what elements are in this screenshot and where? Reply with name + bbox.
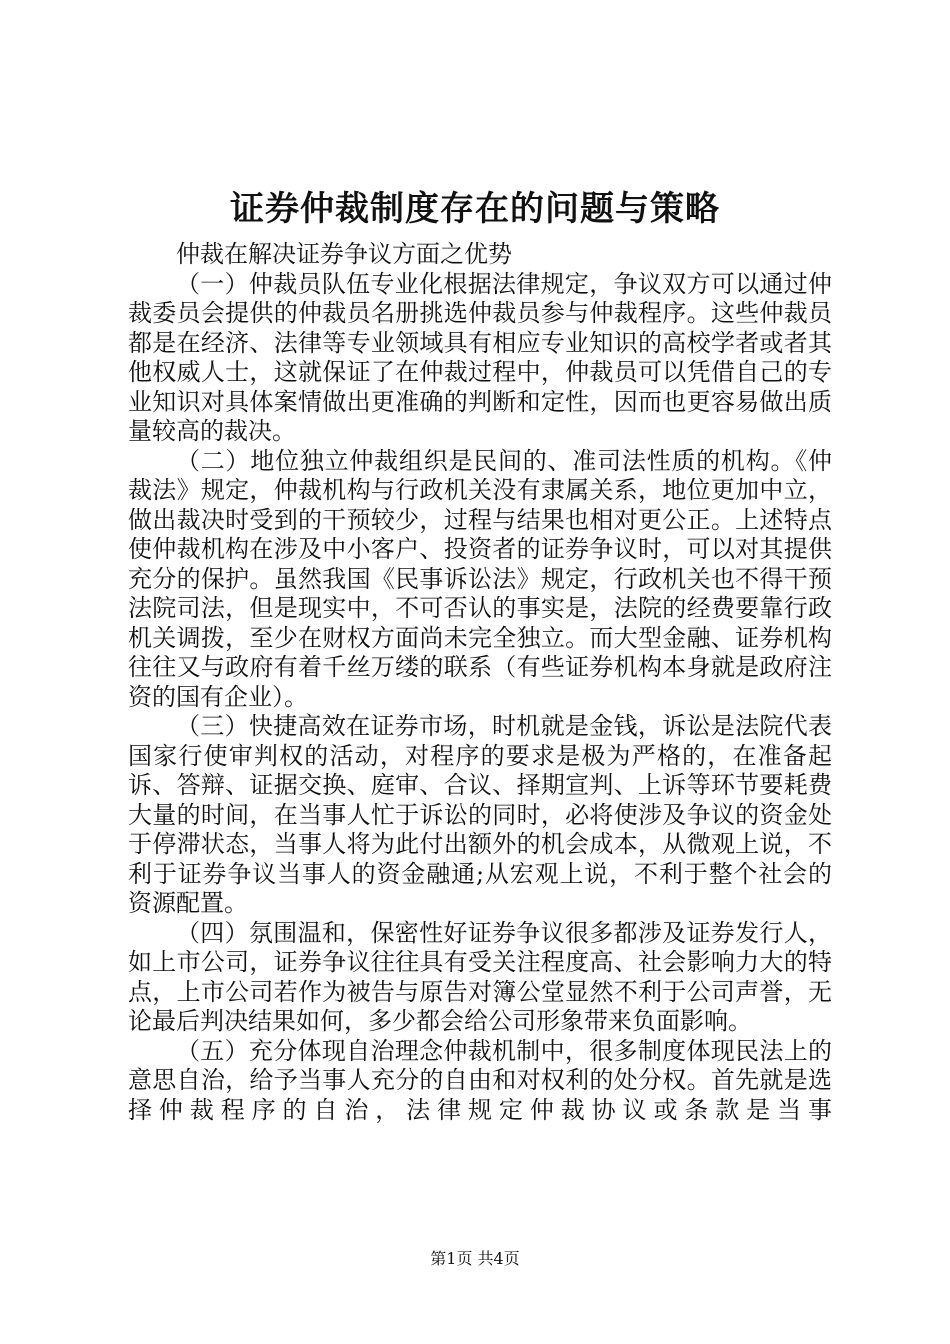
paragraph-5: （五）充分体现自治理念仲裁机制中，很多制度体现民法上的意思自治，给予当事人充分的自由和对权利的处分权。首先就是选择仲裁程序的自治，法律规定仲裁协议或条款是当事 bbox=[128, 1036, 832, 1124]
paragraph-2: （二）地位独立仲裁组织是民间的、准司法性质的机构。《仲裁法》规定，仲裁机构与行政机关没有隶属关系，地位更加中立，做出裁决时受到的干预较少，过程与结果也相对更公正。上述特点使仲裁机构在涉及中小客户、投资者的证券争议时，可以对其提供充分的保护。虽然我国《民事诉讼法》规定，行政机关也不得干预法院司法，但是现实中，不可否认的事实是，法院的经费要靠行政机关调拨，至少在财权方面尚未完全独立。而大型金融、证券机构往往又与政府有着千丝万缕的联系（有些证券机构本身就是政府注资的国有企业）。 bbox=[128, 446, 832, 711]
paragraph-3: （三）快捷高效在证券市场，时机就是金钱，诉讼是法院代表国家行使审判权的活动，对程序的要求是极为严格的，在准备起诉、答辩、证据交换、庭审、合议、择期宣判、上诉等环节要耗费大量的时间，在当事人忙于诉讼的同时，必将使涉及争议的资金处于停滞状态，当事人将为此付出额外的机会成本，从微观上说，不利于证券争议当事人的资金融通;从宏观上说，不利于整个社会的资源配置。 bbox=[128, 712, 832, 917]
document-body bbox=[128, 240, 832, 1125]
page-number-footer: 第1页 共4页 bbox=[430, 1249, 520, 1268]
section-subheading: 仲裁在解决证券争议方面之优势 bbox=[176, 240, 512, 268]
paragraph-1: （一）仲裁员队伍专业化根据法律规定，争议双方可以通过仲裁委员会提供的仲裁员名册挑选仲裁员参与仲裁程序。这些仲裁员都是在经济、法律等专业领域具有相应专业知识的高校学者或者其他权威人士，这就保证了在仲裁过程中，仲裁员可以凭借自己的专业知识对具体案情做出更准确的判断和定性，因而也更容易做出质量较高的裁决。 bbox=[128, 269, 832, 445]
paragraph-4: （四）氛围温和，保密性好证券争议很多都涉及证券发行人，如上市公司，证券争议往往具有受关注程度高、社会影响力大的特点，上市公司若作为被告与原告对簿公堂显然不利于公司声誉，无论最后判决结果如何，多少都会给公司形象带来负面影响。 bbox=[128, 918, 832, 1035]
document-title: 证券仲裁制度存在的问题与策略 bbox=[230, 189, 720, 229]
